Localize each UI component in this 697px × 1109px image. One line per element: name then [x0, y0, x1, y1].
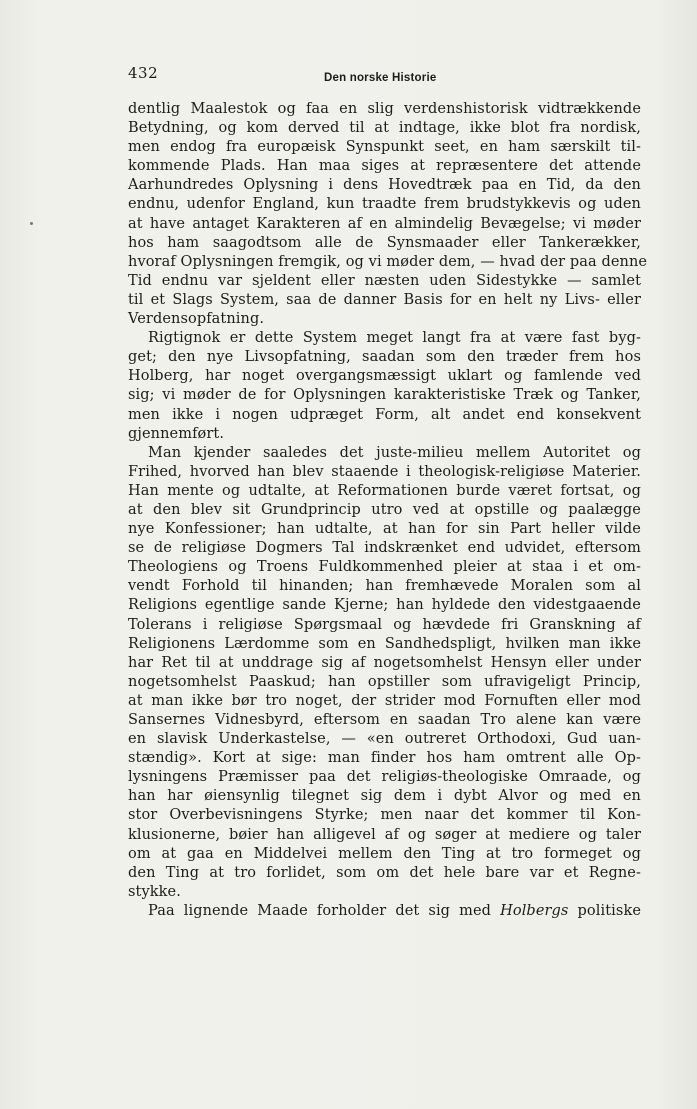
text-line: Betydning, og kom derved til at indtage, ikke blot fra nordisk, — [128, 120, 641, 137]
text-line: men ikke i nogen udpræget Form, alt andet end konsekvent — [128, 406, 641, 423]
body-text — [128, 100, 648, 921]
text-line: Tid endnu var sjeldent eller næsten uden Sidestykke — samlet — [128, 272, 641, 289]
text-line: til et Slags System, saa de danner Basis for en helt ny Livs- eller — [128, 291, 641, 308]
paragraph-1 — [128, 100, 648, 329]
text-line: hos ham saagodtsom alle de Synsmaader eller Tankerækker, — [128, 234, 641, 251]
text-line: Aarhundredes Oplysning i dens Hovedtræk paa en Tid, da den — [128, 177, 641, 194]
text-line: stor Overbevisningens Styrke; men naar det kommer til Kon- — [128, 807, 641, 824]
text-line: se de religiøse Dogmers Tal indskrænket end udvidet, eftersom — [128, 540, 641, 557]
text-line: endnu, udenfor England, kun traadte frem brudstykkevis og uden — [128, 196, 641, 213]
text-line: stykke. — [128, 883, 181, 900]
paragraph-4 — [128, 902, 641, 921]
text-line: den Ting at tro forlidet, som om det hele bare var et Regne- — [128, 864, 641, 881]
text-line: nogetsomhelst Paaskud; han opstiller som ufravigeligt Princip, — [128, 673, 641, 690]
text-line: kommende Plads. Han maa siges at repræsentere det attende — [128, 158, 641, 175]
running-title: Den norske Historie — [324, 72, 437, 84]
text-line: Man kjender saaledes det juste-milieu mellem Autoritet og — [148, 444, 641, 461]
text-line: Theologiens og Troens Fuldkommenhed pleier at staa i et om- — [128, 559, 641, 576]
paragraph-2 — [128, 329, 641, 444]
text-line: dentlig Maalestok og faa en slig verdenshistorisk vidtrækkende — [128, 101, 641, 117]
text-span: Paa lignende Maade forholder det sig med — [148, 902, 492, 919]
text-line: at den blev sit Grundprincip utro ved at opstille og paalægge — [128, 501, 641, 518]
text-line: en slavisk Underkastelse, — «en outreret Orthodoxi, Gud uan- — [128, 731, 641, 748]
text-line: klusionerne, bøier han alligevel af og søger at mediere og taler — [128, 826, 641, 843]
italic-name: Holbergs — [500, 902, 569, 919]
text-line: Religions egentlige sande Kjerne; han hyldede den videstgaaende — [128, 597, 641, 614]
text-span: politiske — [577, 902, 642, 919]
text-line: Han mente og udtalte, at Reformationen burde været fortsat, og — [128, 482, 641, 499]
paragraph-3 — [128, 444, 641, 902]
text-line: Frihed, hvorved han blev staaende i theologisk-religiøse Materier. — [128, 463, 641, 480]
text-line: Tolerans i religiøse Spørgsmaal og hævdede fri Granskning af — [128, 616, 641, 633]
text-line: hvoraf Oplysningen fremgik, og vi møder dem, — hvad der paa denne — [128, 253, 648, 270]
text-line — [128, 902, 641, 921]
text-line: nye Konfessioner; han udtalte, at han for sin Part heller vilde — [128, 521, 641, 538]
text-line: har Ret til at unddrage sig af nogetsomhelst Hensyn eller under — [128, 654, 641, 671]
text-line: Rigtignok er dette System meget langt fra at være fast byg- — [148, 330, 641, 347]
text-line: Religionens Lærdomme som en Sandhedspligt, hvilken man ikke — [128, 635, 641, 652]
text-line: men endog fra europæisk Synspunkt seet, en ham særskilt til- — [128, 139, 641, 156]
text-line: han har øiensynlig tilegnet sig dem i dybt Alvor og med en — [128, 788, 641, 805]
text-line: at man ikke bør tro noget, der strider mod Fornuften eller mod — [128, 692, 641, 709]
text-line: vendt Forhold til hinanden; han fremhævede Moralen som al — [128, 578, 641, 595]
page-number: 432 — [128, 64, 159, 82]
text-line: stændig». Kort at sige: man finder hos ham omtrent alle Op- — [128, 750, 641, 767]
text-line: om at gaa en Middelvei mellem den Ting at tro formeget og — [128, 845, 641, 862]
text-line: lysningens Præmisser paa det religiøs-theologiske Omraade, og — [128, 769, 641, 786]
page-header — [128, 64, 640, 88]
text-line: Holberg, har noget overgangsmæssigt uklart og famlende ved — [128, 368, 641, 385]
text-line: get; den nye Livsopfatning, saadan som den træder frem hos — [128, 349, 641, 366]
text-line: at have antaget Karakteren af en almindelig Bevægelse; vi møder — [128, 215, 641, 232]
text-line: Sansernes Vidnesbyrd, eftersom en saadan Tro alene kan være — [128, 712, 641, 728]
text-line: Verdensopfatning. — [128, 311, 265, 328]
text-line: sig; vi møder de for Oplysningen karakteristiske Træk og Tanker, — [128, 387, 641, 404]
margin-speck — [30, 222, 33, 225]
text-line: gjennemført. — [128, 425, 225, 442]
